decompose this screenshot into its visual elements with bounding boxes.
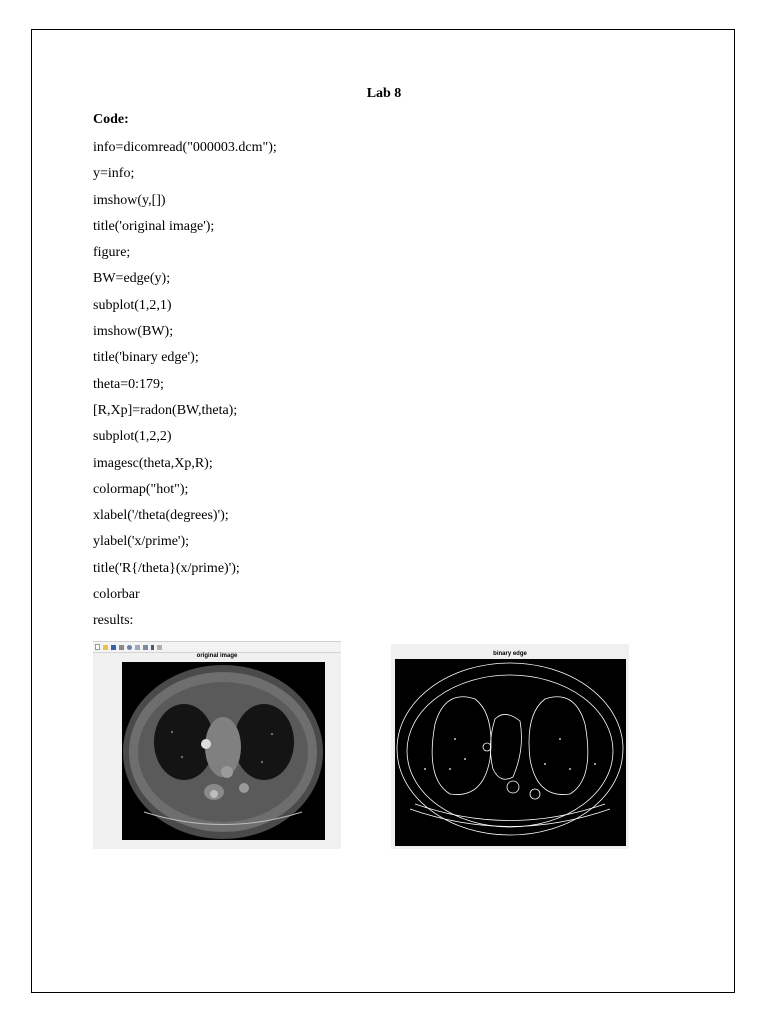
edge-map-image [395,659,626,846]
legend-icon[interactable] [157,645,162,650]
pointer-icon[interactable] [151,645,154,650]
print-icon[interactable] [119,645,124,650]
code-line: y=info; [93,166,135,182]
document-title: Lab 8 [366,86,402,101]
figure-toolbar [93,642,341,653]
code-line: subplot(1,2,1) [93,297,172,313]
figure-title: original image [196,653,238,659]
code-line: theta=0:179; [93,376,164,392]
colorbar-icon[interactable] [143,645,148,650]
save-icon[interactable] [111,645,116,650]
code-line: title('binary edge'); [93,350,199,366]
code-block [93,139,277,612]
code-line: imshow(BW); [93,324,174,340]
code-line: subplot(1,2,2) [93,429,172,445]
code-line: figure; [93,245,131,261]
results-label: results: [93,613,134,628]
ct-scan-image [122,662,325,840]
code-line: imshow(y,[]) [93,192,166,208]
code-line: imagesc(theta,Xp,R); [93,455,213,471]
figure-binary-edge [391,644,629,849]
code-line: title('original image'); [93,218,215,234]
code-line: ylabel('x/prime'); [93,534,190,550]
open-icon[interactable] [103,645,108,650]
code-line: title('R{/theta}(x/prime)'); [93,560,240,576]
figure-original-image [93,641,341,849]
new-icon[interactable] [95,644,100,650]
zoom-icon[interactable] [127,645,132,650]
code-heading: Code: [93,112,129,127]
code-line: colormap("hot"); [93,481,189,497]
figure-title: binary edge [493,651,527,657]
code-line: [R,Xp]=radon(BW,theta); [93,402,238,418]
datacursor-icon[interactable] [135,645,140,650]
code-line: info=dicomread("000003.dcm"); [93,140,277,155]
code-line: colorbar [93,587,140,603]
code-line: BW=edge(y); [93,271,171,287]
code-line: xlabel('/theta(degrees)'); [93,508,229,524]
